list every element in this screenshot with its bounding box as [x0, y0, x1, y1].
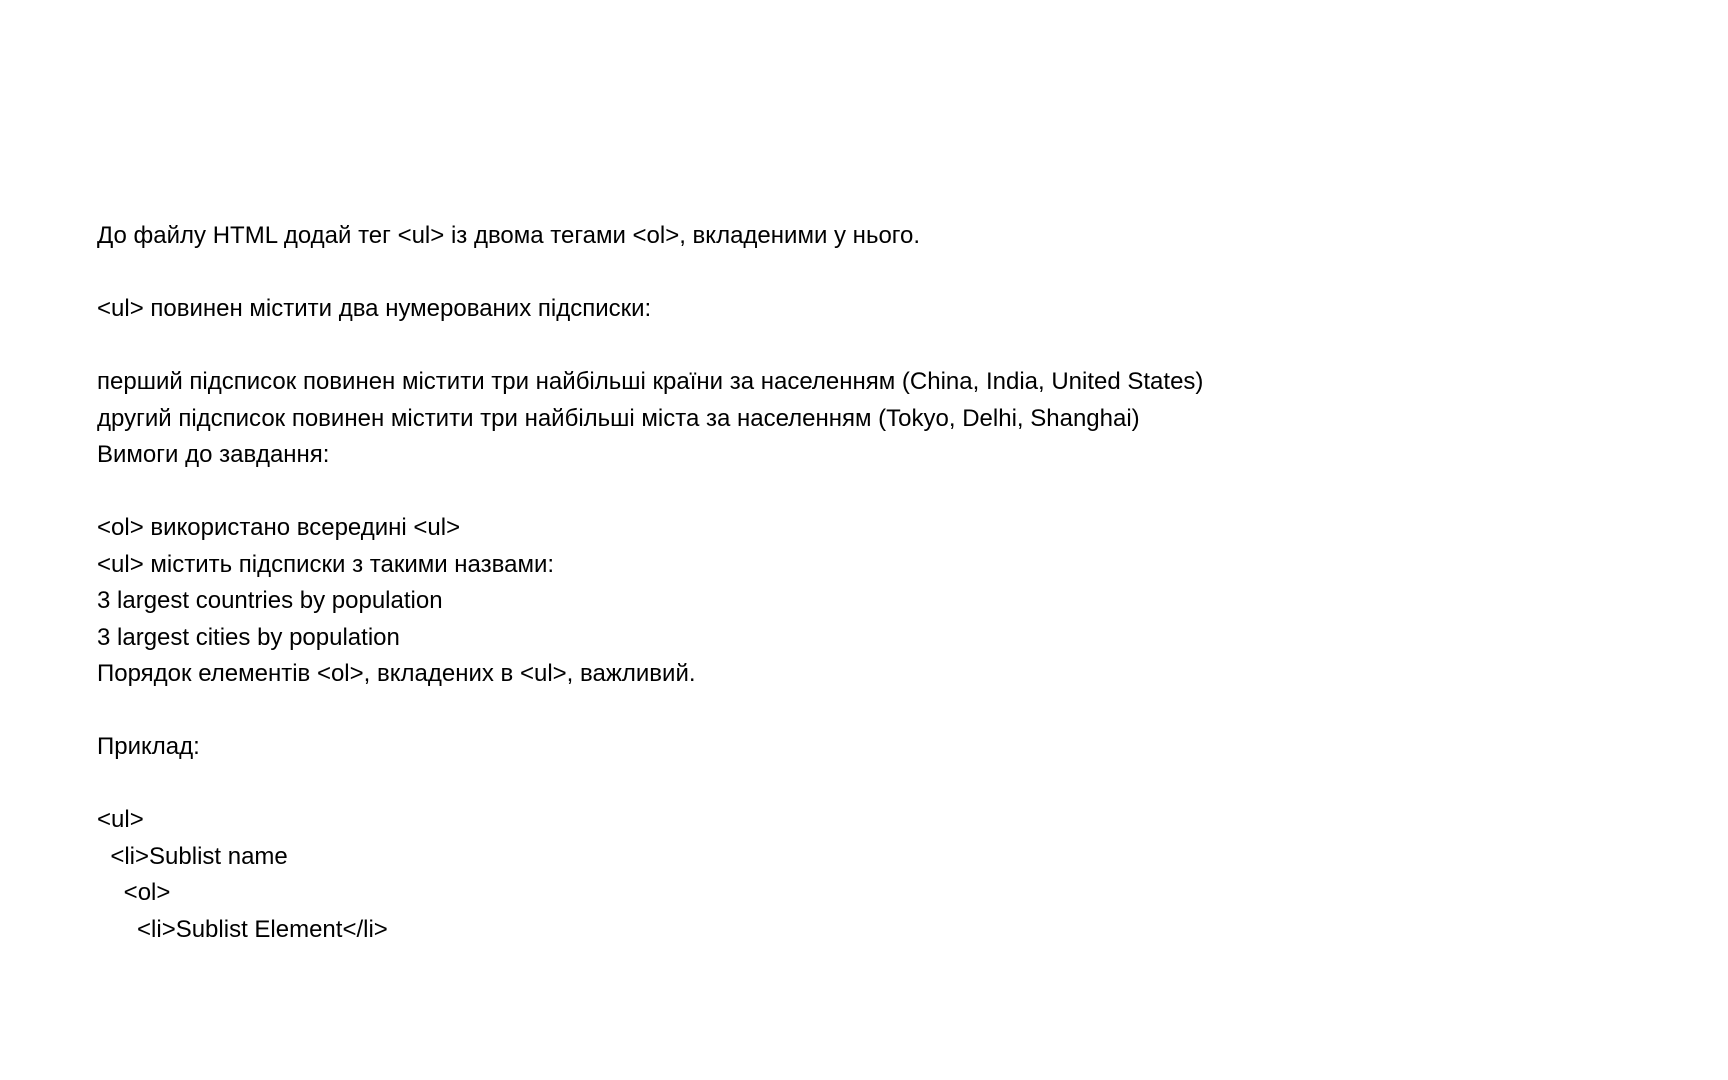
example-code-ul: <ul>: [97, 806, 144, 833]
example-heading: Приклад:: [97, 733, 200, 760]
blank-line: [97, 328, 1657, 365]
blank-line: [97, 474, 1657, 511]
intro-instruction: До файлу HTML додай тег <ul> із двома тегами <ol>, вкладеними у нього.: [97, 222, 921, 249]
requirements-heading: Вимоги до завдання:: [97, 441, 330, 468]
first-sublist-description: перший підсписок повинен містити три найбільші країни за населенням (China, India, United States): [97, 368, 1204, 395]
sublist-name-cities: 3 largest cities by population: [97, 623, 400, 651]
second-sublist-description: другий підсписок повинен містити три найбільші міста за населенням (Tokyo, Delhi, Shanghai): [97, 404, 1140, 432]
sublist-name-countries: 3 largest countries by population: [97, 587, 443, 614]
blank-line: [97, 766, 1657, 803]
blank-line: [97, 693, 1657, 730]
example-code-li: <li>Sublist name: [97, 842, 288, 870]
example-code-ol: <ol>: [97, 879, 171, 906]
example-code-sublist-element: <li>Sublist Element</li>: [97, 915, 388, 943]
requirement-sublist-names: <ul> містить підсписки з такими назвами:: [97, 550, 555, 578]
blank-line: [97, 255, 1657, 292]
document-body: [97, 218, 1657, 948]
requirement-ol-inside-ul: <ol> використано всередині <ul>: [97, 514, 461, 541]
ul-requirement: <ul> повинен містити два нумерованих підсписки:: [97, 295, 652, 322]
requirement-order: Порядок елементів <ol>, вкладених в <ul>, важливий.: [97, 660, 696, 687]
